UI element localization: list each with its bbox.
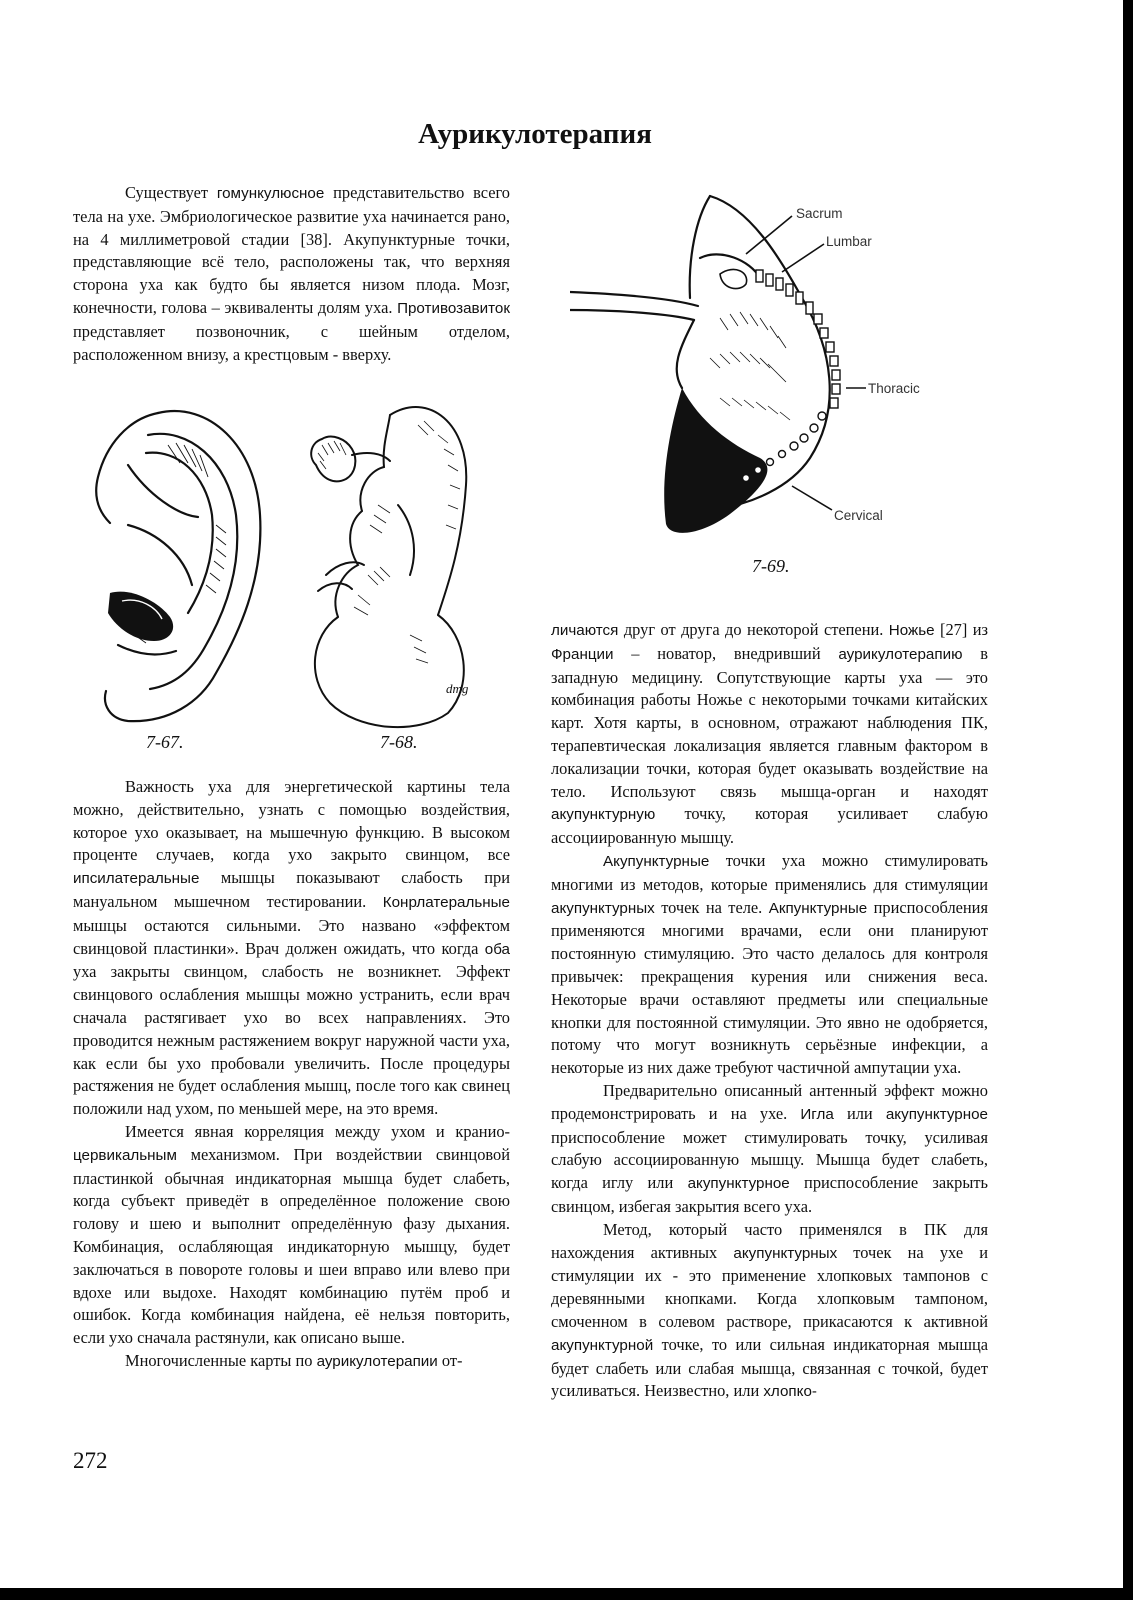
scan-edge-bottom [0, 1588, 1133, 1600]
text-run: представляет позвоночник, с шейным отделом, расположенном внизу, а крестцовым - вверху. [73, 321, 510, 364]
ear-illustration [88, 405, 278, 730]
paragraph-cotton-swab [551, 1219, 988, 1404]
text-run: приспособление закрыть свинцом, избегая закрытия всего уха. [551, 1173, 988, 1216]
emphasis-term: акупунктурных [733, 1244, 838, 1262]
emphasis-term: Ножье [888, 622, 935, 639]
figure-caption-7-69: 7-69. [752, 556, 790, 576]
text-run: в западную медицину. Сопутствующие карты уха — это комбинация работы Ножье с некоторыми точками китайских карт. Хотя карты, в основном, отражают наблюдения ПК, терапевтическая локализация является главным фактором в локализации точки, которая будет оказывать воздействие на тело. Используют связь мышца-орган и находят [551, 643, 988, 801]
text-run: друг от друга до некоторой степени. [618, 620, 889, 639]
scan-edge-right [1123, 0, 1133, 1600]
text-run: Предварительно описанный антенный эффект можно продемонстрировать и на ухе. [551, 1080, 988, 1123]
emphasis-term: акупунктурное [687, 1175, 790, 1193]
emphasis-term: хлопко- [763, 1383, 817, 1401]
emphasis-term: гомункулюсное [216, 185, 325, 202]
text-run: точек на ухе и стимуляции их - это применение хлопковых тампонов с деревянными кнопками. Когда хлопковым тампоном, смоченном в солевом растворе, прикасаются к активной [551, 1242, 989, 1331]
paragraph-antenna-effect [551, 1080, 988, 1219]
paragraph-lead-effect [73, 776, 510, 1121]
text-run: – новатор, внедривший [613, 643, 839, 663]
paragraph-maps-start [73, 1350, 510, 1374]
text-run: Многочисленные карты по [125, 1350, 317, 1370]
emphasis-term: Конрлатеральные [382, 893, 510, 911]
paragraph-stimulation [551, 850, 988, 1080]
emphasis-term: аурикулотерапии [316, 1352, 438, 1370]
text-run: представительство всего тела на ухе. Эмбриологическое развитие уха начинается рано, на 4 миллиметровой стадии [38]. Акупунктурные точки, представляющие всё тело, расположены так, что верхняя сторона уха как будто бы является низом плода. Мозг, конечности, голова – эквиваленты долям уха. [73, 183, 510, 317]
emphasis-term: акупунктурной [551, 1336, 654, 1354]
text-run: [27] из [934, 620, 989, 639]
emphasis-term: ипсилатеральные [73, 870, 200, 888]
text-run: от- [437, 1350, 463, 1370]
fetus-illustration [298, 395, 498, 730]
emphasis-term: Акупунктурные [603, 852, 710, 870]
left-column-intro [73, 182, 510, 366]
text-run: точек на теле. [654, 897, 769, 917]
left-column-body [73, 776, 510, 1374]
text-run: механизмом. При воздействии свинцовой пластинкой обычная индикаторная мышца будет слабеть, когда субъект приведёт в определённое положение свою голову и шею и выполнит определённую фазу дыхания. Комбинация, ослабляющая индикаторную мышцу, будет заключаться в повороте головы и шеи вправо или влево при вдохе или выдохе. Находят комбинацию путём проб и ошибок. Когда комбинация найдена, её нельзя повторить, если ухо сначала растянули, как описано выше. [73, 1144, 510, 1348]
emphasis-term: Противозавиток [397, 299, 510, 317]
emphasis-term: акупунктурное [885, 1105, 988, 1123]
figure-caption-7-67: 7-67. [146, 732, 184, 752]
page-title: Аурикулотерапия [418, 118, 652, 150]
emphasis-term: Франции [551, 645, 614, 663]
emphasis-term: акупунктурных [551, 899, 655, 917]
text-run: Имеется явная корреляция между ухом и кранио- [125, 1121, 510, 1141]
text-run: уха закрыты свинцом, слабость не возникнет. Эффект свинцового ослабления мышцы можно устранить, если врач сначала растягивает ухо во всех направлениях. Это проводится нежным растяжением вокруг наружной части уха, как если бы ухо пробовали увеличить. После процедуры растяжения не будет ослабления мышц, после того как свинец положили над ухом, по меньшей мере, на это время. [73, 962, 510, 1119]
label-lumbar: Lumbar [826, 234, 872, 249]
emphasis-term: Акпунктурные [768, 899, 868, 917]
emphasis-term: личаются [551, 622, 619, 639]
text-run: мышцы показывают слабость при мануальном мышечном тестировании. [73, 868, 510, 911]
right-column-body [551, 619, 988, 1404]
paragraph-craniocervical [73, 1121, 510, 1350]
figure-caption-7-68: 7-68. [380, 732, 418, 752]
antihelix-spine-illustration [570, 188, 990, 546]
emphasis-term: оба [484, 940, 510, 958]
text-run: Метод, который часто применялся в ПК для нахождения активных [551, 1219, 988, 1262]
label-cervical: Cervical [834, 508, 883, 523]
text-run: точки уха можно стимулировать многими из методов, которые применялись для стимуляции [551, 850, 988, 894]
text-run: точке, то или сильная индикаторная мышца будет слабеть или слабая мышца, связанная с точкой, будет усиливаться. Неизвестно, или [551, 1334, 988, 1401]
artist-signature: dmg [446, 681, 469, 696]
text-run: Существует [125, 183, 217, 202]
emphasis-term: Игла [800, 1105, 834, 1123]
text-run: приспособления применяются многими врачами, если они планируют постоянную стимуляцию. Это часто делалось для контроля привычек: прекращения курения или снижения веса. Некоторые врачи оставляют предметы или специальные кнопки для постоянной стимуляции. Это явно не одобряется, потому что могут возникнуть серьёзные инфекции, а некоторые из них даже требуют частичной ампутации уха. [551, 897, 988, 1078]
text-run: мышцы остаются сильными. Это названо «эффектом свинцовой пластинки». Врач должен ожидать, что когда [73, 915, 510, 958]
label-thoracic: Thoracic [868, 381, 920, 396]
text-run: или [833, 1103, 886, 1123]
text-run: приспособление может стимулировать точку, усиливая слабую ассоциированную мышцу. Мышца будет слабеть, когда иглу или [551, 1127, 988, 1193]
page-number: 272 [73, 1448, 108, 1473]
intro-paragraph [73, 182, 510, 366]
emphasis-term: цервикальным [73, 1146, 177, 1164]
label-sacrum: Sacrum [796, 206, 843, 221]
text-run: Важность уха для энергетической картины тела можно, действительно, узнать с помощью воздействия, которое ухо оказывает, на мышечную функцию. В высоком проценте случаев, когда ухо закрыто свинцом, все [73, 777, 510, 865]
emphasis-term: аурикулотерапию [838, 645, 963, 663]
emphasis-term: акупунктурную [551, 806, 656, 824]
paragraph-maps-continued [551, 619, 988, 850]
text-run: точку, которая усиливает слабую ассоциированную мышцу. [551, 804, 988, 848]
